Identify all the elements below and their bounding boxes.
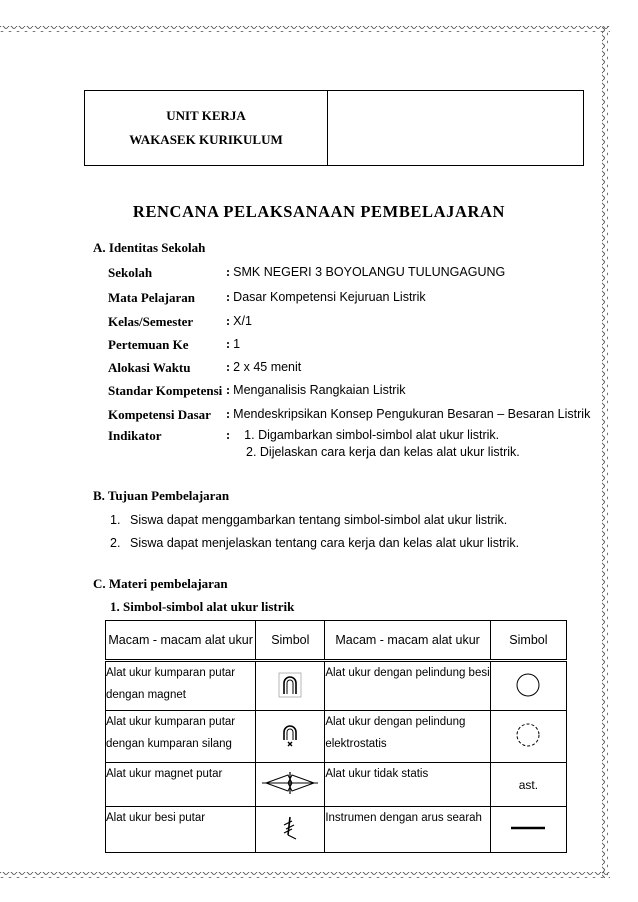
colon: : bbox=[226, 290, 231, 304]
page-title: RENCANA PELAKSANAAN PEMBELAJARAN bbox=[132, 202, 506, 221]
identity-label: Alokasi Waktu bbox=[108, 360, 191, 375]
colon: : bbox=[226, 265, 231, 279]
identity-row bbox=[108, 265, 505, 281]
colon: : bbox=[226, 314, 231, 328]
table-row bbox=[106, 807, 567, 853]
moving-iron-symbol bbox=[256, 807, 325, 853]
identity-label: Kelas/Semester bbox=[108, 314, 194, 329]
tujuan-item: 1. Siswa dapat menggambarkan tentang simbol-simbol alat ukur listrik. bbox=[110, 513, 508, 527]
identity-value bbox=[226, 360, 301, 376]
header-line1: UNIT KERJA bbox=[166, 108, 246, 123]
section-c-sub: 1. Simbol-simbol alat ukur listrik bbox=[110, 599, 295, 614]
identity-label: Indikator bbox=[108, 428, 162, 443]
table-cell: Alat ukur kumparan putar dengan magnet bbox=[106, 661, 256, 711]
identity-row bbox=[108, 337, 240, 353]
header-box bbox=[84, 90, 584, 166]
identity-label: Kompetensi Dasar bbox=[108, 407, 211, 422]
identity-label: Sekolah bbox=[108, 265, 153, 280]
identity-value-text: X/1 bbox=[233, 314, 252, 328]
table-header: Macam - macam alat ukur bbox=[106, 621, 256, 661]
table-cell: Alat ukur besi putar bbox=[106, 807, 256, 853]
electrostatic-shield-symbol bbox=[490, 711, 566, 763]
table-header-row bbox=[106, 621, 567, 661]
identity-value bbox=[226, 337, 240, 353]
identity-value bbox=[226, 407, 590, 423]
table-cell: ast. bbox=[490, 763, 566, 807]
identity-row bbox=[108, 383, 405, 399]
table-row bbox=[106, 763, 567, 807]
table-cell: Instrumen dengan arus searah bbox=[325, 807, 491, 853]
colon: : bbox=[226, 428, 231, 442]
identity-value bbox=[226, 383, 405, 399]
identity-row bbox=[108, 360, 301, 376]
identity-value-text: 1 bbox=[233, 337, 241, 351]
identity-value bbox=[226, 290, 426, 306]
identity-value-text: SMK NEGERI 3 BOYOLANGU TULUNGAGUNG bbox=[233, 265, 506, 279]
section-b-heading: B. Tujuan Pembelajaran bbox=[93, 488, 230, 503]
identity-value-text: Menganalisis Rangkaian Listrik bbox=[233, 383, 406, 397]
identity-row bbox=[108, 314, 252, 330]
colon: : bbox=[226, 383, 231, 397]
table-header: Simbol bbox=[490, 621, 566, 661]
identity-value bbox=[226, 428, 499, 444]
identity-value-text: Mendeskripsikan Konsep Pengukuran Besaran – Besaran Listrik bbox=[233, 407, 591, 421]
colon: : bbox=[226, 407, 231, 421]
identity-row bbox=[108, 428, 499, 444]
crossed-coil-symbol bbox=[256, 711, 325, 763]
table-cell: Alat ukur kumparan putar dengan kumparan silang bbox=[106, 711, 256, 763]
identity-label: Pertemuan Ke bbox=[108, 337, 189, 352]
moving-magnet-symbol bbox=[256, 763, 325, 807]
identity-value bbox=[226, 265, 505, 281]
identity-value-text: 1. Digambarkan simbol-simbol alat ukur listrik. bbox=[244, 428, 500, 442]
header-line2: WAKASEK KURIKULUM bbox=[129, 132, 283, 147]
table-cell: Alat ukur dengan pelindung besi bbox=[325, 661, 491, 711]
symbol-table bbox=[105, 620, 567, 853]
header-left bbox=[85, 91, 328, 165]
identity-label: Standar Kompetensi bbox=[108, 383, 223, 398]
table-cell: Alat ukur dengan pelindung elektrostatis bbox=[325, 711, 491, 763]
table-header: Macam - macam alat ukur bbox=[325, 621, 491, 661]
table-cell: Alat ukur magnet putar bbox=[106, 763, 256, 807]
identity-value-text: Dasar Kompetensi Kejuruan Listrik bbox=[233, 290, 426, 304]
identity-label: Mata Pelajaran bbox=[108, 290, 196, 305]
identity-row bbox=[108, 290, 426, 306]
table-row bbox=[106, 711, 567, 763]
dc-symbol bbox=[490, 807, 566, 853]
iron-shield-circle-symbol bbox=[490, 661, 566, 711]
table-cell: Alat ukur tidak statis bbox=[325, 763, 491, 807]
identity-row bbox=[108, 407, 590, 423]
table-header: Simbol bbox=[256, 621, 325, 661]
identity-value bbox=[226, 314, 252, 330]
section-c-heading: C. Materi pembelajaran bbox=[93, 576, 228, 591]
section-a-heading: A. Identitas Sekolah bbox=[93, 240, 206, 255]
indikator-2: 2. Dijelaskan cara kerja dan kelas alat ukur listrik. bbox=[246, 445, 520, 459]
colon: : bbox=[226, 360, 231, 374]
colon: : bbox=[226, 337, 231, 351]
identity-value-text: 2 x 45 menit bbox=[233, 360, 302, 374]
moving-coil-magnet-symbol bbox=[256, 661, 325, 711]
table-row bbox=[106, 661, 567, 711]
tujuan-item: 2. Siswa dapat menjelaskan tentang cara kerja dan kelas alat ukur listrik. bbox=[110, 536, 520, 550]
